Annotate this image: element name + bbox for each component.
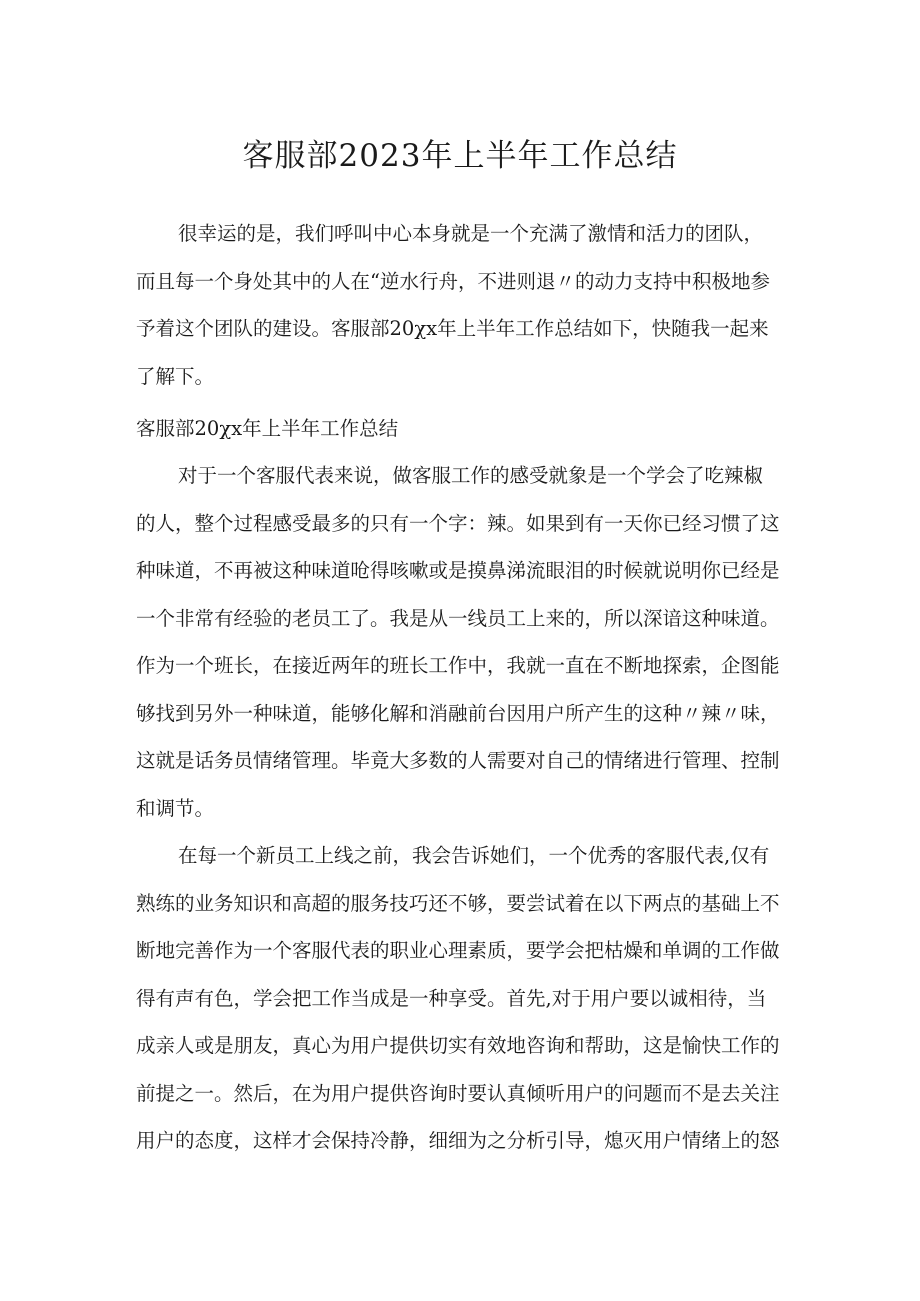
document-title: 客服部2023年上半年工作总结 <box>242 138 678 174</box>
section-subheading: 客服部20χx年上半年工作总结 <box>136 417 399 440</box>
paragraph-line: 作为一个班长，在接近两年的班长工作中，我就一直在不断地探索，企图能 <box>136 654 780 677</box>
paragraph-line: 断地完善作为一个客服代表的职业心理素质，要学会把枯燥和单调的工作做 <box>136 939 780 962</box>
paragraph-line: 在每一个新员工上线之前，我会告诉她们，一个优秀的客服代表,仅有 <box>178 844 770 867</box>
body-paragraph-3 <box>136 832 796 1165</box>
paragraph-line: 很幸运的是，我们呼叫中心本身就是一个充满了激情和活力的团队， <box>178 222 764 245</box>
paragraph-line: 一个非常有经验的老员工了。我是从一线员工上来的，所以深谙这种味道。 <box>136 606 780 630</box>
paragraph-line: 和调节。 <box>136 796 215 820</box>
paragraph-line: 而且每一个身处其中的人在“逆水行舟，不进则退〃的动力支持中积极地参 <box>136 269 770 293</box>
body-paragraph-2 <box>136 452 796 832</box>
paragraph-line: 用户的态度，这样才会保持冷静，细细为之分析引导，熄灭用户情绪上的怒 <box>136 1129 780 1152</box>
paragraph-line: 成亲人或是朋友，真心为用户提供切实有效地咨询和帮助，这是愉快工作的 <box>136 1034 780 1057</box>
paragraph-line: 前提之一。然后，在为用户提供咨询时要认真倾听用户的问题而不是去关注 <box>136 1081 780 1105</box>
paragraph-line: 种味道，不再被这种味道呛得咳嗽或是摸鼻涕流眼泪的时候就说明你已经是 <box>136 559 780 582</box>
intro-paragraph <box>136 210 796 400</box>
paragraph-line: 够找到另外一种味道，能够化解和消融前台因用户所产生的这种〃辣〃味， <box>136 701 780 725</box>
paragraph-line: 了解下。 <box>136 364 215 388</box>
paragraph-line: 熟练的业务知识和高超的服务技巧还不够，要尝试着在以下两点的基础上不 <box>136 891 780 915</box>
paragraph-line: 得有声有色，学会把工作当成是一种享受。首先,对于用户要以诚相待，当 <box>136 986 767 1010</box>
paragraph-line: 的人，整个过程感受最多的只有一个字：辣。如果到有一天你已经习惯了这 <box>136 511 780 535</box>
paragraph-line: 对于一个客服代表来说，做客服工作的感受就象是一个学会了吃辣椒 <box>178 464 764 487</box>
paragraph-line: 予着这个团队的建设。客服部20χx年上半年工作总结如下，快随我一起来 <box>136 317 769 340</box>
paragraph-line: 这就是话务员情绪管理。毕竟大多数的人需要对自己的情绪进行管理、控制 <box>136 749 780 772</box>
